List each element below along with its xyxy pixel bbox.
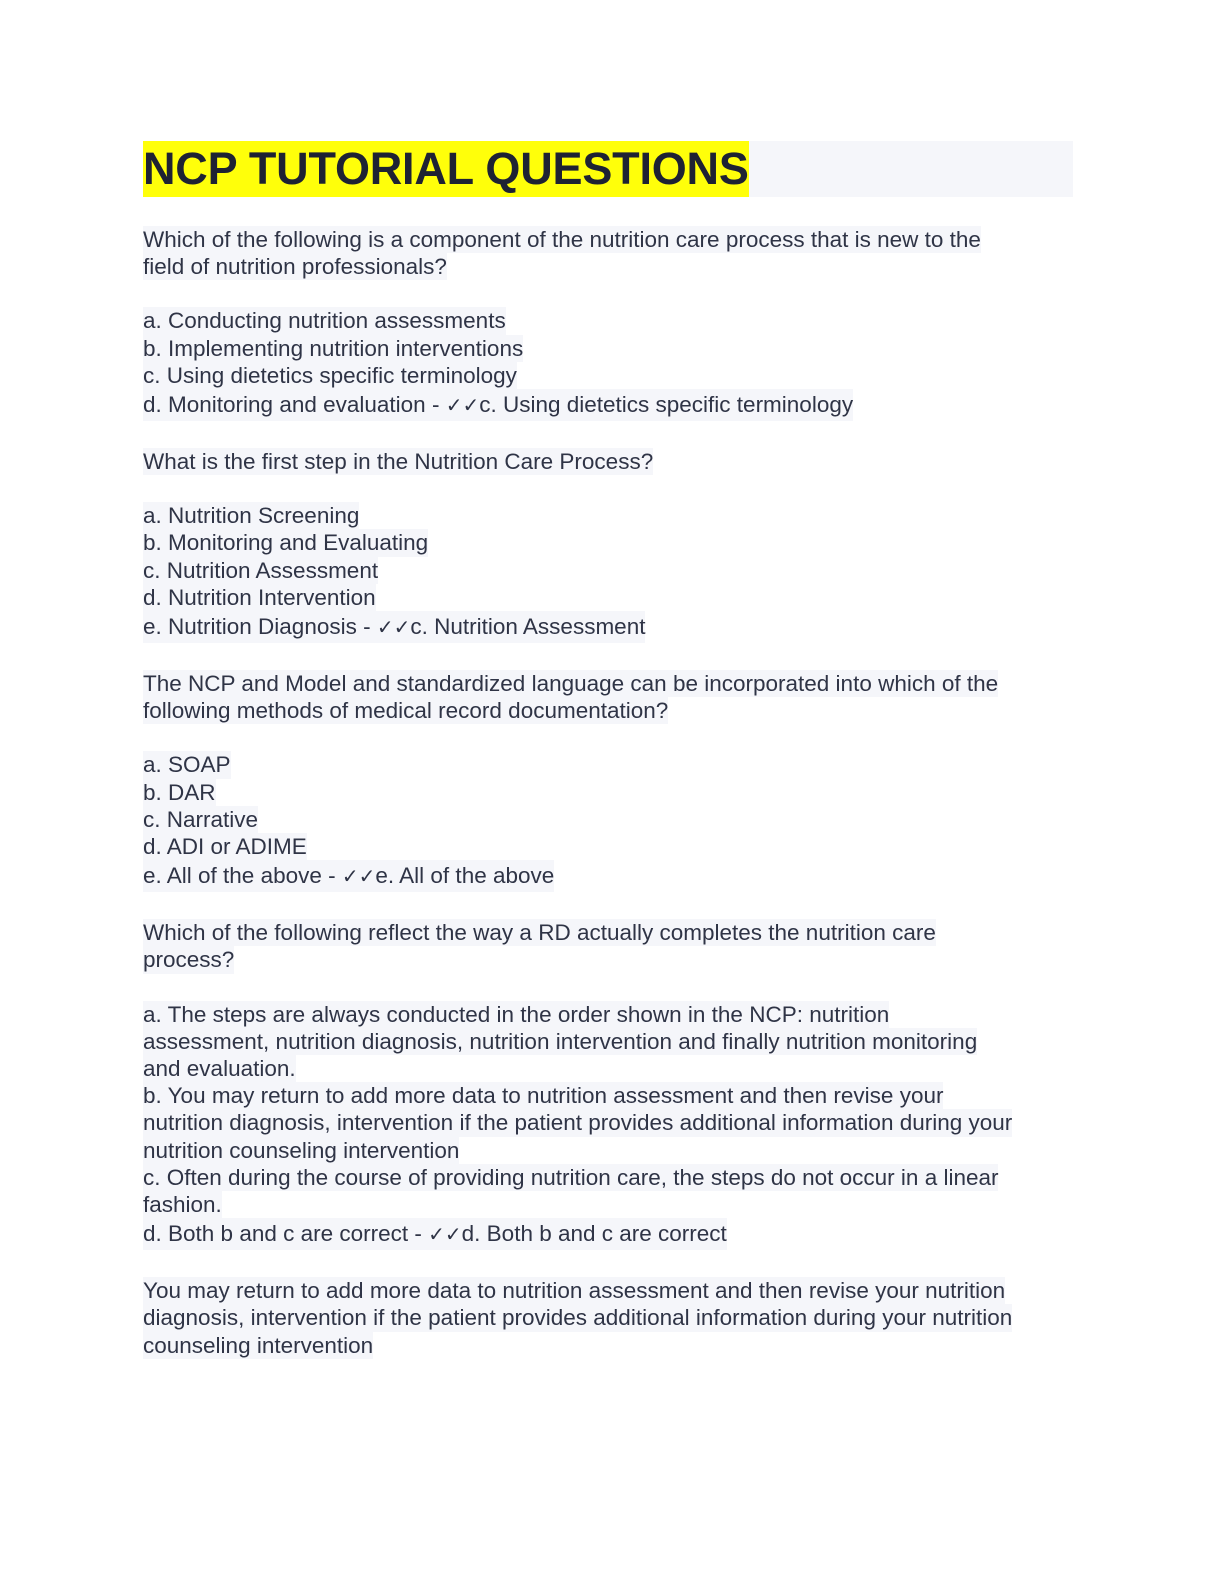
question-2-stem-line-1: What is the first step in the Nutrition Care Process? bbox=[143, 449, 654, 475]
question-1-option-a: a. Conducting nutrition assessments bbox=[143, 308, 506, 334]
question-1-option-c: c. Using dietetics specific terminology bbox=[143, 362, 517, 388]
closing-line-1: You may return to add more data to nutrition assessment and then revise your nutrition bbox=[143, 1278, 1006, 1304]
question-4-stem-line-2: process? bbox=[143, 947, 235, 973]
question-3-options bbox=[143, 751, 1073, 892]
document-title: NCP TUTORIAL QUESTIONS bbox=[143, 141, 749, 197]
closing-paragraph bbox=[143, 1277, 1073, 1359]
question-2-option-a: a. Nutrition Screening bbox=[143, 503, 360, 529]
question-3-option-b: b. DAR bbox=[143, 779, 216, 805]
question-4-option-c-line-2: fashion. bbox=[143, 1192, 222, 1218]
document-content bbox=[143, 141, 1073, 1359]
question-1-option-b: b. Implementing nutrition interventions bbox=[143, 335, 524, 361]
question-4-option-b-line-2: nutrition diagnosis, intervention if the patient provides additional information during your bbox=[143, 1110, 1013, 1136]
question-3-option-e: e. All of the above - bbox=[143, 863, 342, 889]
question-4-option-c-line-1: c. Often during the course of providing nutrition care, the steps do not occur in a linear bbox=[143, 1164, 999, 1190]
question-3-answer: e. All of the above bbox=[375, 863, 555, 889]
question-2-option-e: e. Nutrition Diagnosis - bbox=[143, 614, 377, 640]
question-4-answer: d. Both b and c are correct bbox=[461, 1221, 727, 1247]
question-4-stem-line-1: Which of the following reflect the way a RD actually completes the nutrition care bbox=[143, 920, 936, 946]
checkmark-icon: ✓✓ bbox=[445, 393, 480, 418]
question-4-answer-line bbox=[143, 1218, 727, 1250]
question-2-answer: c. Nutrition Assessment bbox=[410, 614, 646, 640]
question-2-answer-line bbox=[143, 611, 645, 643]
question-2-option-c: c. Nutrition Assessment bbox=[143, 557, 379, 583]
checkmark-icon: ✓✓ bbox=[428, 1222, 462, 1247]
question-4-option-a-line-3: and evaluation. bbox=[143, 1056, 296, 1082]
closing-line-2: diagnosis, intervention if the patient provides additional information during your nutrition bbox=[143, 1305, 1013, 1331]
question-2-options bbox=[143, 502, 1073, 643]
closing-line-3: counseling intervention bbox=[143, 1332, 374, 1358]
title-band bbox=[143, 141, 1073, 197]
question-3-option-a: a. SOAP bbox=[143, 752, 231, 778]
question-1-stem-line-2: field of nutrition professionals? bbox=[143, 254, 447, 280]
question-3-stem-line-2: following methods of medical record documentation? bbox=[143, 698, 669, 724]
question-3-option-d: d. ADI or ADIME bbox=[143, 834, 307, 860]
question-2 bbox=[143, 448, 1073, 475]
question-4-option-a-line-1: a. The steps are always conducted in the order shown in the NCP: nutrition bbox=[143, 1001, 890, 1027]
question-2-option-d: d. Nutrition Intervention bbox=[143, 584, 376, 610]
question-3-answer-line bbox=[143, 860, 554, 892]
checkmark-icon: ✓✓ bbox=[376, 615, 411, 640]
question-2-option-b: b. Monitoring and Evaluating bbox=[143, 530, 429, 556]
question-3-option-c: c. Narrative bbox=[143, 806, 259, 832]
question-1-stem-line-1: Which of the following is a component of the nutrition care process that is new to the bbox=[143, 227, 981, 252]
question-1-options bbox=[143, 307, 1073, 421]
question-4-options bbox=[143, 1001, 1073, 1251]
question-1-answer-line bbox=[143, 389, 853, 421]
question-3-stem-line-1: The NCP and Model and standardized language can be incorporated into which of the bbox=[143, 671, 999, 697]
question-3 bbox=[143, 670, 1073, 724]
question-4-option-b-line-1: b. You may return to add more data to nutrition assessment and then revise your bbox=[143, 1083, 944, 1109]
question-1-answer: c. Using dietetics specific terminology bbox=[479, 392, 854, 418]
question-1-option-d: d. Monitoring and evaluation - bbox=[143, 392, 446, 418]
question-4-option-b-line-3: nutrition counseling intervention bbox=[143, 1137, 460, 1163]
question-4 bbox=[143, 919, 1073, 973]
question-4-option-a-line-2: assessment, nutrition diagnosis, nutrition intervention and finally nutrition monitoring bbox=[143, 1028, 978, 1054]
question-1 bbox=[143, 226, 1073, 280]
checkmark-icon: ✓✓ bbox=[341, 864, 376, 889]
question-4-option-d: d. Both b and c are correct - bbox=[143, 1221, 429, 1247]
